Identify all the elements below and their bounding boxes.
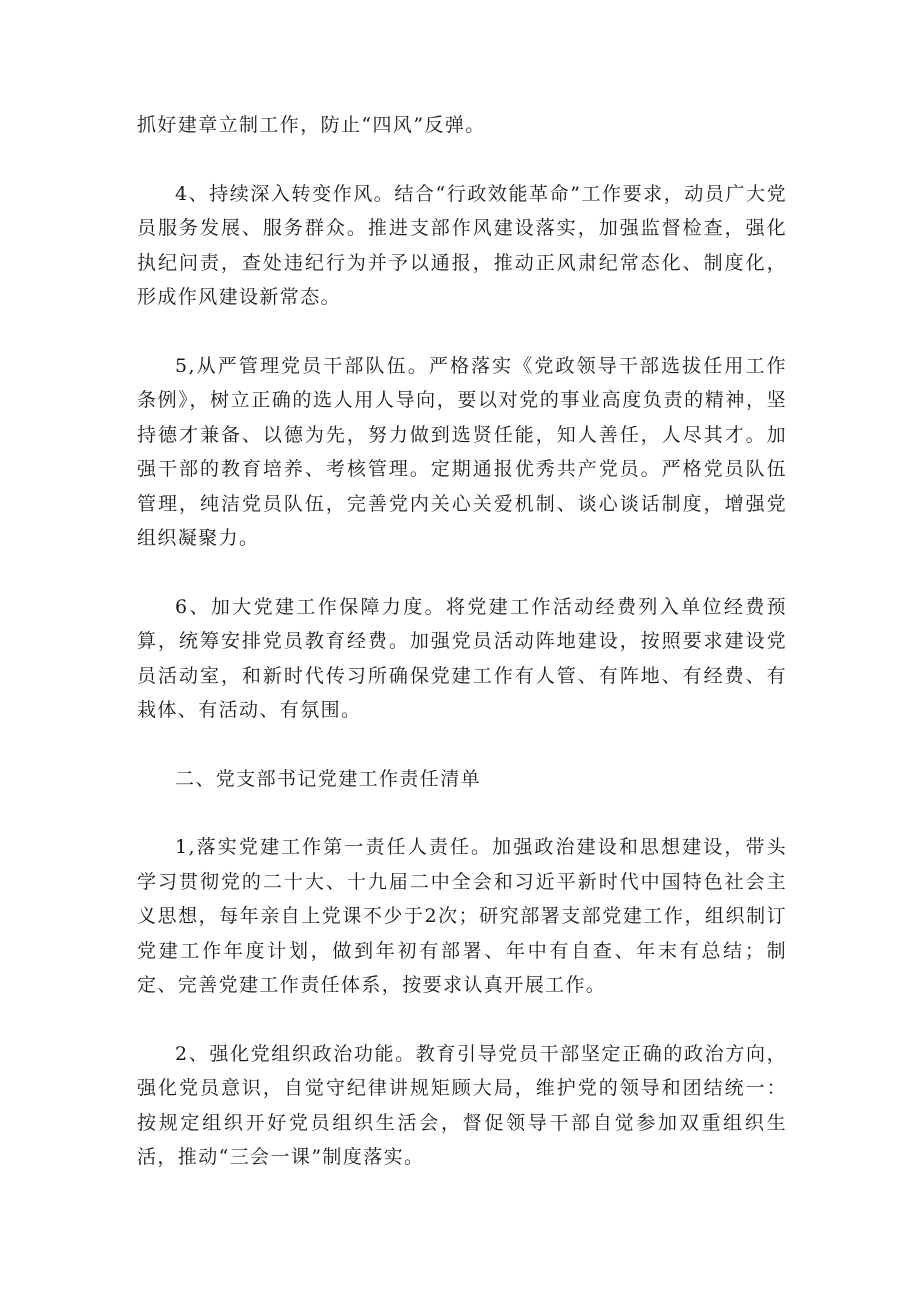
- paragraph-item-4-work-style: 4、持续深入转变作风。结合“行政效能革命”工作要求，动员广大党员服务发展、服务群众。推进支部作风建设落实，加强监督检查，强化执纪问责，查处违纪行为并予以通报，推动正风肃纪常态化、制度化，形成作风建设新常态。: [137, 182, 787, 308]
- paragraph-item-1-responsibility: 1,落实党建工作第一责任人责任。加强政治建设和思想建设，带头学习贯彻党的二十大、十九届二中全会和习近平新时代中国特色社会主义思想，每年亲自上党课不少于2次；研究部署支部党建工作，组织制订党建工作年度计划，做到年初有部署、年中有自查、年末有总结；制定、完善党建工作责任体系，按要求认真开展工作。: [137, 836, 787, 996]
- document-page: [137, 108, 787, 1175]
- paragraph-item-5-cadre-management: 5,从严管理党员干部队伍。严格落实《党政领导干部选拔任用工作条例》，树立正确的选人用人导向，要以对党的事业高度负责的精神，坚持德才兼备、以德为先，努力做到选贤任能，知人善任，人尽其才。加强干部的教育培养、考核管理。定期通报优秀共产党员。严格党员队伍管理，纯洁党员队伍，完善党内关心关爱机制、谈心谈话制度，增强党组织凝聚力。: [137, 354, 787, 549]
- paragraph-item-2-political-function: 2、强化党组织政治功能。教育引导党员干部坚定正确的政治方向，强化党员意识，自觉守纪律讲规矩顾大局，维护党的领导和团结统一：按规定组织开好党员组织生活会，督促领导干部自觉参加双重组织生活，推动“三会一课”制度落实。: [137, 1042, 787, 1168]
- paragraph-item-6-support: 6、加大党建工作保障力度。将党建工作活动经费列入单位经费预算，统筹安排党员教育经费。加强党员活动阵地建设，按照要求建设党员活动室，和新时代传习所确保党建工作有人管、有阵地、有经费、有栽体、有活动、有氛围。: [137, 595, 787, 721]
- paragraph-continuation: 抓好建章立制工作，防止“四风”反弹。: [137, 114, 486, 136]
- section-heading: 二、党支部书记党建工作责任清单: [175, 767, 482, 790]
